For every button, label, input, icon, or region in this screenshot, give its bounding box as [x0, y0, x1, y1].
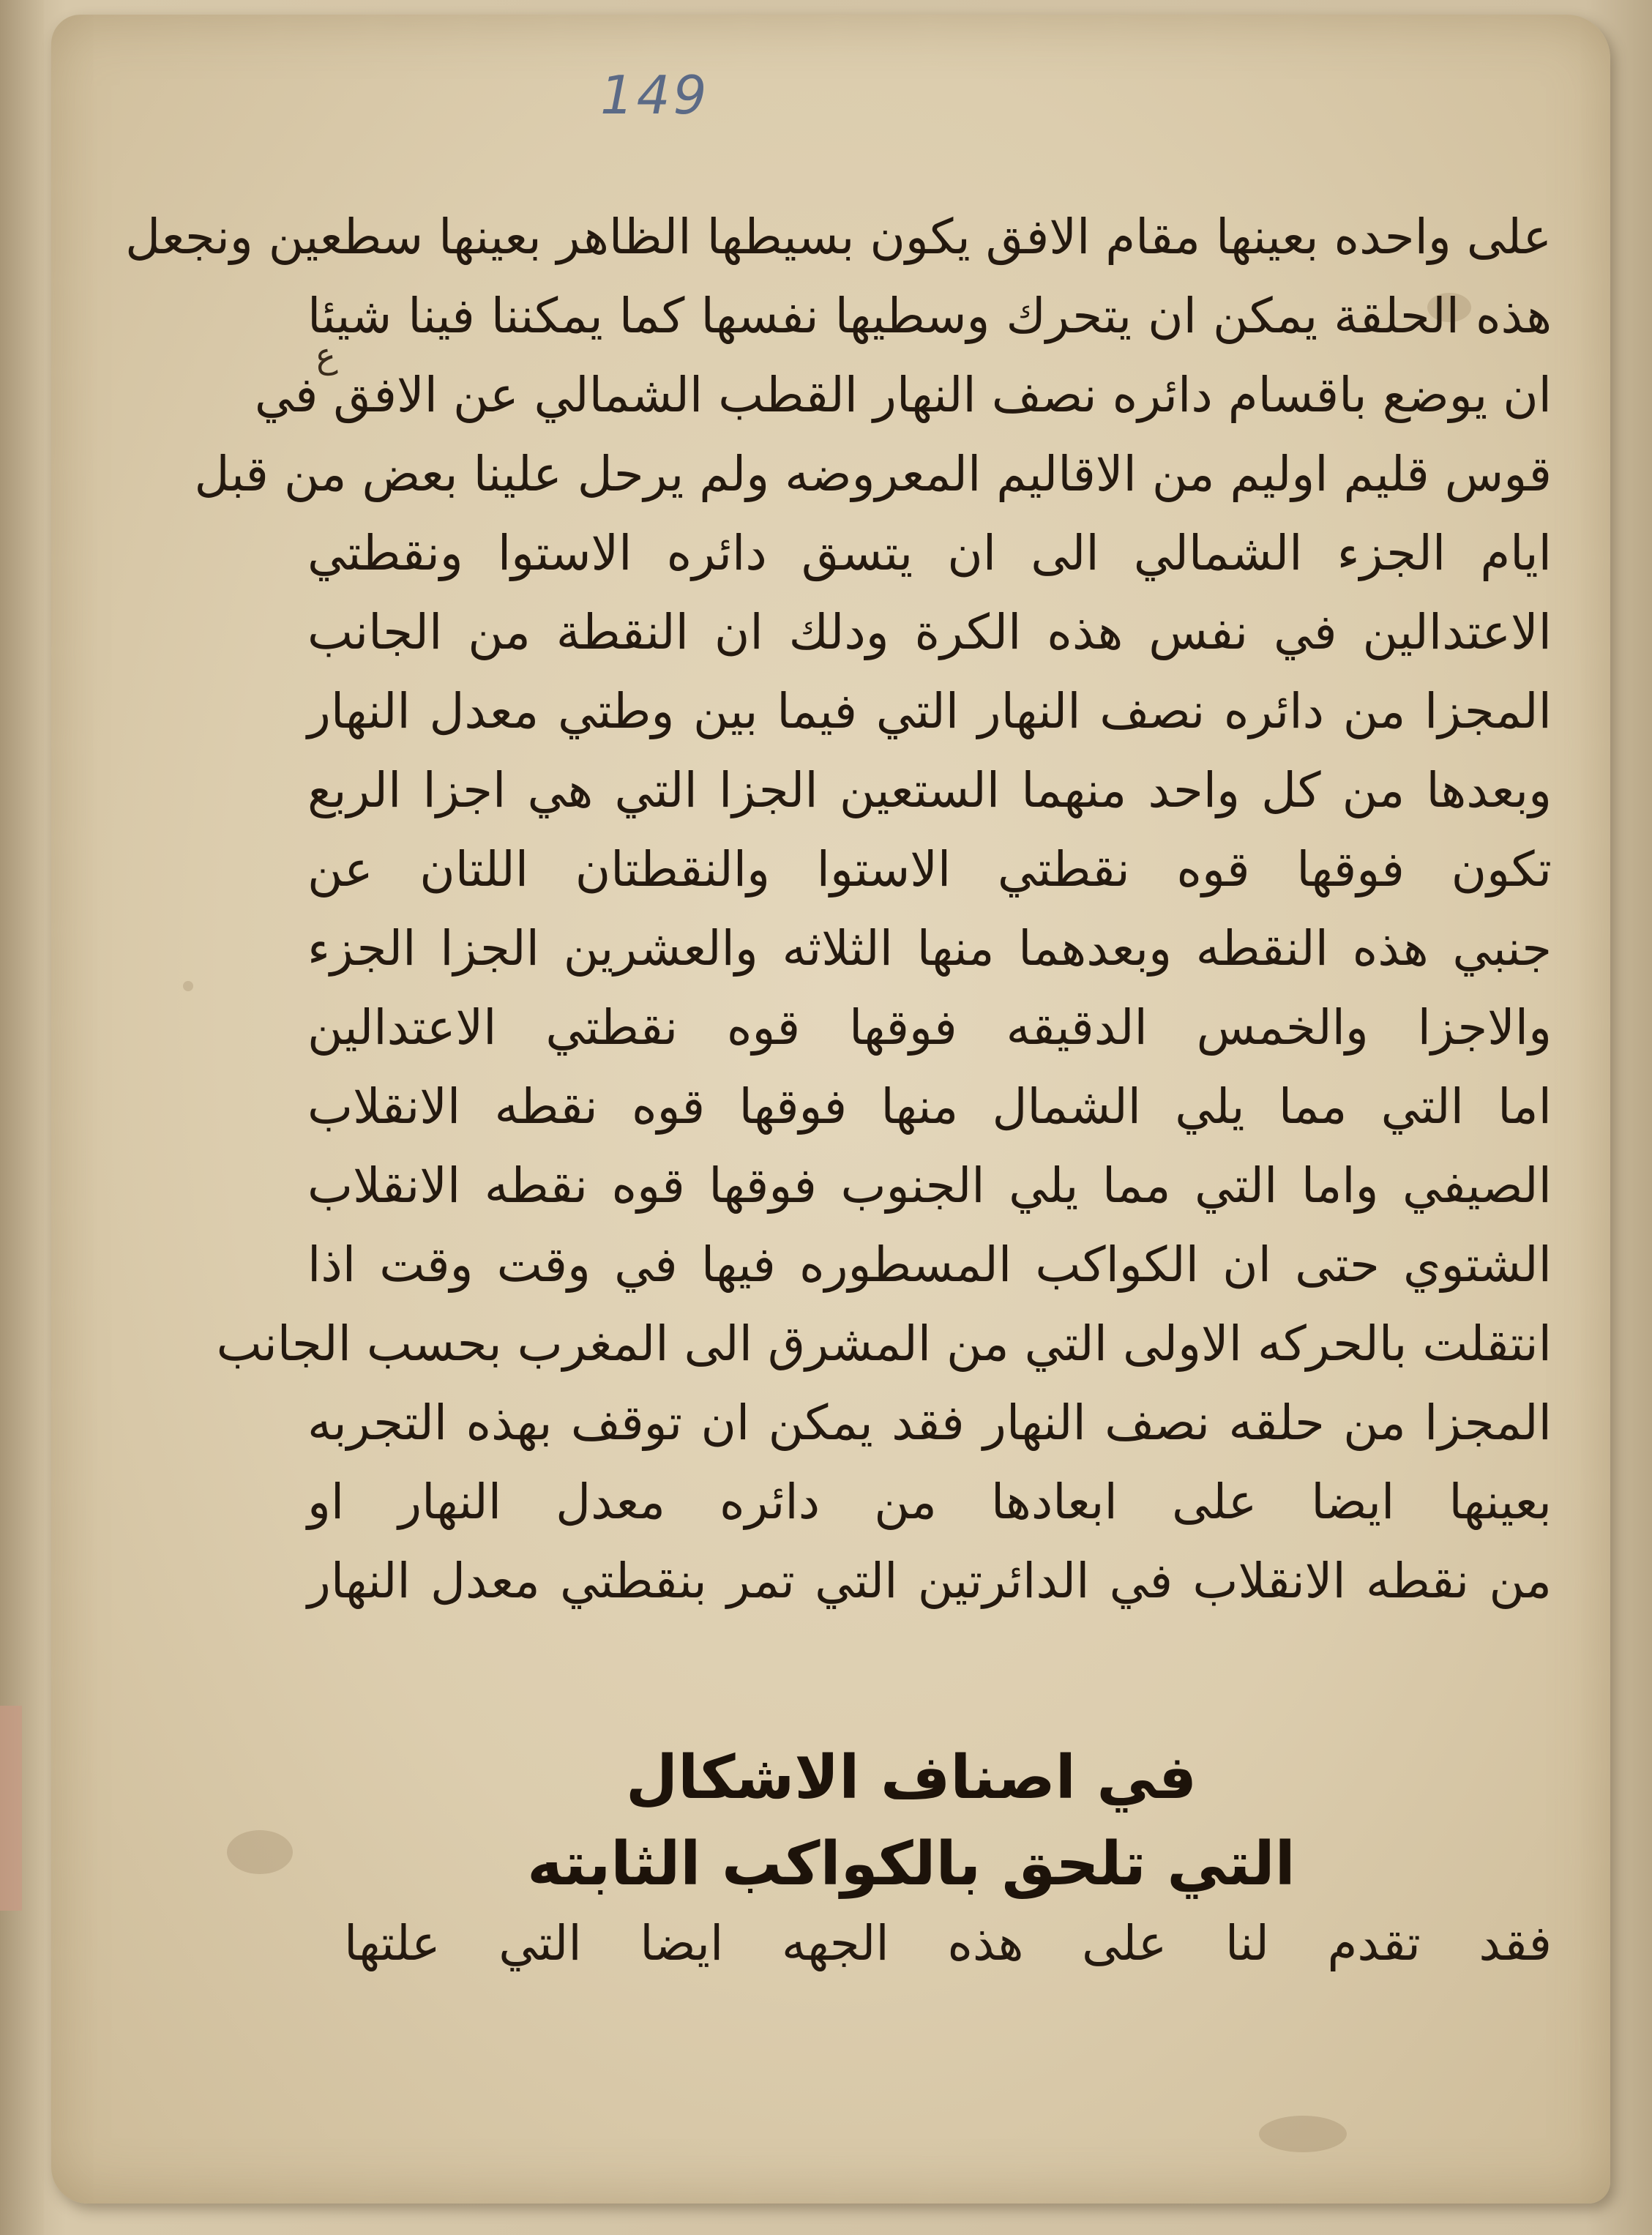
body-text [125, 198, 1552, 1621]
text-line: تكون فوقها قوه نقطتي الاستوا والنقطتان اللتان عن [307, 841, 1552, 898]
ink-spot [183, 981, 193, 991]
edge-stain [0, 1706, 22, 1911]
text-line: والاجزا والخمس الدقيقه فوقها قوه نقطتي الاعتدالين [307, 999, 1552, 1056]
text-line: الشتوي حتى ان الكواكب المسطوره فيها في وقت وقت اذا [307, 1236, 1552, 1293]
heading-line: في اصناف الاشكال [625, 1743, 1197, 1813]
folio-number: 149 [600, 64, 710, 126]
text-line: من نقطه الانقلاب في الدائرتين التي تمر بنقطتي معدل النهار [307, 1553, 1552, 1609]
text-line: قوس قليم اوليم من الاقاليم المعروضه ولم يرحل علينا بعض من قبل [194, 446, 1552, 502]
text-line: ايام الجزء الشمالي الى ان يتسق دائره الاستوا ونقطتي [307, 525, 1552, 581]
text-line: الصيفي واما التي مما يلي الجنوب فوقها قوه نقطه الانقلاب [307, 1157, 1552, 1214]
text-line: هذه الحلقة يمكن ان يتحرك وسطيها نفسها كما يمكننا فينا شيئا [307, 288, 1552, 344]
text-line: جنبي هذه النقطه وبعدهما منها الثلاثه والعشرين الجزا الجزء [307, 920, 1552, 977]
text-line-final: فقد تقدم لنا على هذه الجهه ايضا التي علتها [344, 1915, 1552, 1971]
text-line: المجزا من حلقه نصف النهار فقد يمكن ان توقف بهذه التجربه [307, 1395, 1552, 1451]
stain-spot [1259, 2116, 1347, 2152]
text-line: ان يوضع باقسام دائره نصف النهار القطب الشمالي عن الافق في [254, 367, 1552, 423]
margin-note: ع [312, 334, 339, 378]
section-heading [381, 1735, 1442, 1908]
text-line: المجزا من دائره نصف النهار التي فيما بين وطتي معدل النهار [307, 683, 1552, 739]
text-line: بعينها ايضا على ابعادها من دائره معدل النهار او [307, 1474, 1552, 1530]
text-line: وبعدها من كل واحد منهما الستعين الجزا التي هي اجزا الربع [307, 762, 1552, 818]
heading-line: التي تلحق بالكواكب الثابته [527, 1829, 1296, 1899]
text-line: الاعتدالين في نفس هذه الكرة ودلك ان النقطة من الجانب [307, 604, 1552, 660]
text-line: اما التي مما يلي الشمال منها فوقها قوه نقطه الانقلاب [307, 1078, 1552, 1135]
text-line: على واحده بعينها مقام الافق يكون بسيطها الظاهر بعينها سطعين ونجعل [125, 209, 1552, 265]
text-line: انتقلت بالحركه الاولى التي من المشرق الى المغرب بحسب الجانب [216, 1316, 1552, 1372]
stain-spot [227, 1830, 293, 1874]
